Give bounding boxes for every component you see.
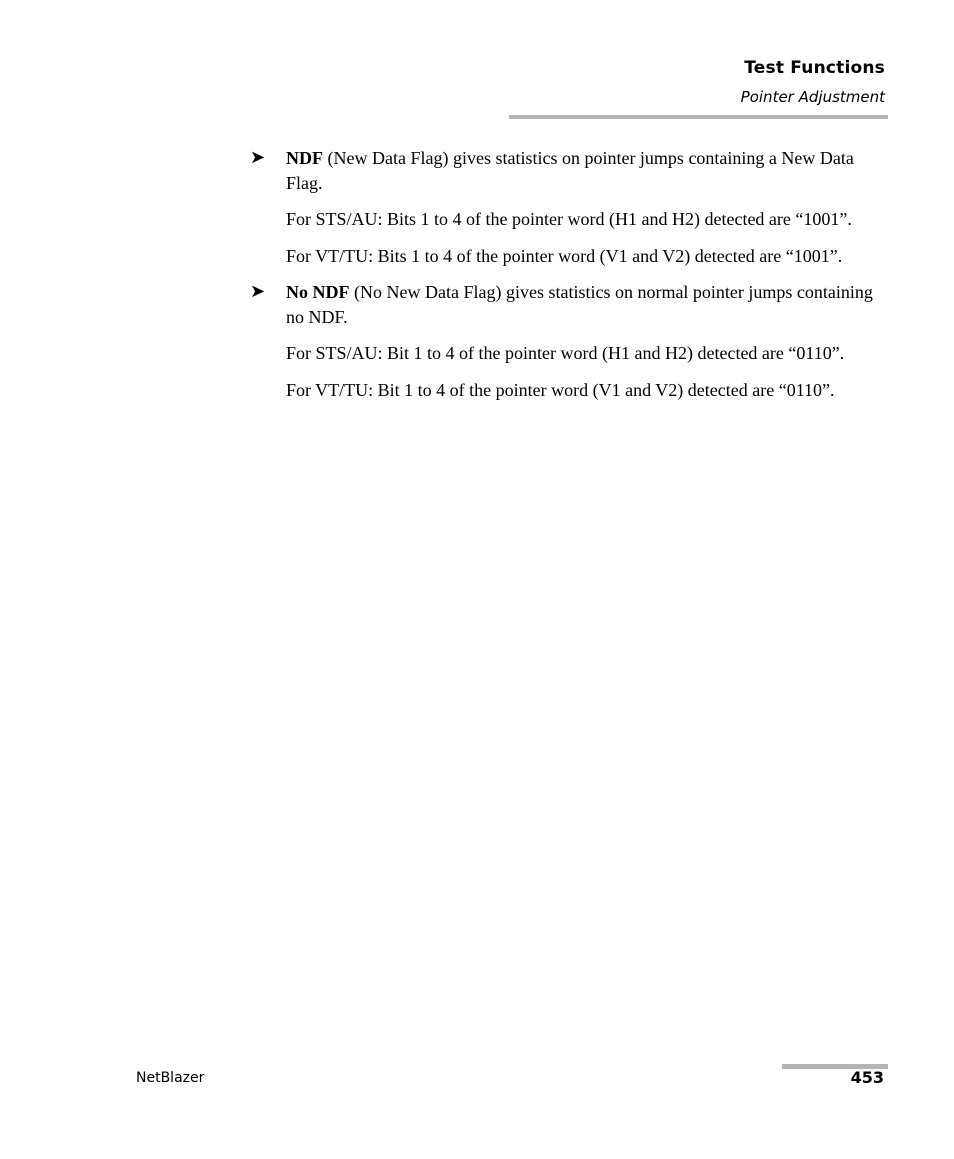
- section-subtitle: Pointer Adjustment: [740, 88, 885, 106]
- list-item-ndf: [250, 146, 880, 268]
- paragraph-vt-tu: For VT/TU: Bit 1 to 4 of the pointer word (V1 and V2) detected are “0110”.: [286, 379, 835, 400]
- arrow-bullet-icon: ➤: [250, 281, 266, 302]
- product-name: NetBlazer: [136, 1070, 205, 1086]
- term-description: (No New Data Flag) gives statistics on normal pointer jumps containing no NDF.: [286, 282, 873, 327]
- paragraph-vt-tu: For VT/TU: Bits 1 to 4 of the pointer word (V1 and V2) detected are “1001”.: [286, 245, 843, 266]
- arrow-bullet-icon: ➤: [250, 147, 266, 168]
- body-content: [250, 146, 880, 414]
- list-item-lead: [250, 146, 880, 195]
- paragraph-sts-au: For STS/AU: Bits 1 to 4 of the pointer word (H1 and H2) detected are “1001”.: [286, 209, 852, 229]
- chapter-title: Test Functions: [744, 58, 885, 78]
- list-item-lead: [250, 280, 880, 329]
- header-divider: [509, 115, 888, 119]
- term-no-ndf: No NDF: [286, 282, 350, 302]
- paragraph-sts-au: For STS/AU: Bit 1 to 4 of the pointer word (H1 and H2) detected are “0110”.: [286, 343, 845, 363]
- list-item-no-ndf: [250, 280, 880, 402]
- term-description: (New Data Flag) gives statistics on pointer jumps containing a New Data Flag.: [286, 148, 854, 193]
- term-ndf: NDF: [286, 148, 323, 168]
- page-number: 453: [850, 1068, 884, 1087]
